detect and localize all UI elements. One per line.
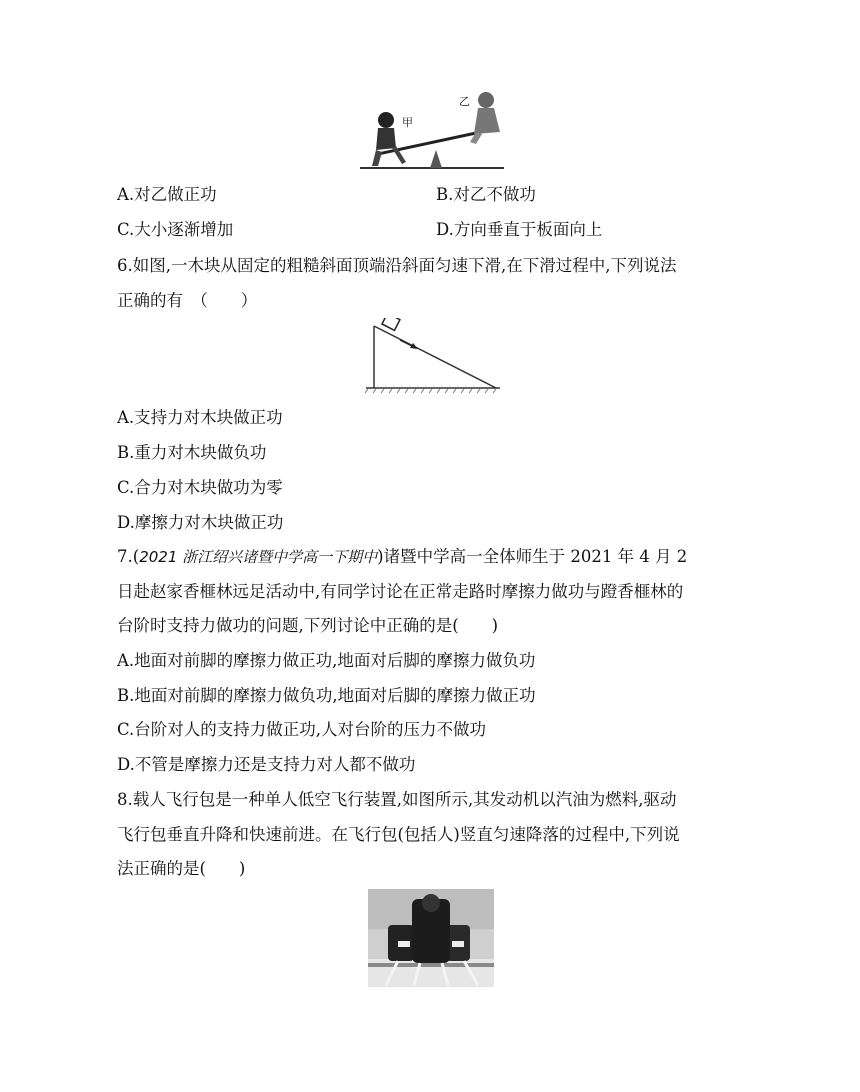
seesaw-label-yi: 乙 bbox=[459, 95, 470, 108]
q5-option-b: B.对乙不做功 bbox=[436, 185, 536, 204]
q5-option-c: C.大小逐渐增加 bbox=[117, 220, 234, 239]
q7-option-d: D.不管是摩擦力还是支持力对人都不做功 bbox=[117, 755, 416, 774]
q7-stem-line2: 日赴赵家香榧林远足活动中,有同学讨论在正常走路时摩擦力做功与蹬香榧林的 bbox=[117, 582, 684, 601]
q6-stem-line1: 6.如图,一木块从固定的粗糙斜面顶端沿斜面匀速下滑,在下滑过程中,下列说法 bbox=[117, 256, 677, 275]
q7-stem-line1 bbox=[117, 547, 687, 567]
q7-stem-line3: 台阶时支持力做功的问题,下列讨论中正确的是( ) bbox=[117, 616, 499, 635]
q7-stem-line1-rest: )诸暨中学高一全体师生于 2021 年 4 月 2 bbox=[377, 547, 688, 566]
q8-stem-line2: 飞行包垂直升降和快速前进。在飞行包(包括人)竖直匀速降落的过程中,下列说 bbox=[117, 825, 680, 844]
q6-option-c: C.合力对木块做功为零 bbox=[117, 478, 283, 497]
q7-option-c: C.台阶对人的支持力做正功,人对台阶的压力不做功 bbox=[117, 720, 487, 739]
q8-stem-line3: 法正确的是( ) bbox=[117, 859, 246, 878]
q5-option-a: A.对乙做正功 bbox=[117, 185, 217, 204]
seesaw-label-jia: 甲 bbox=[402, 116, 413, 129]
q6-option-b: B.重力对木块做负功 bbox=[117, 443, 267, 462]
seesaw-figure bbox=[358, 86, 506, 174]
q8-stem-line1: 8.载人飞行包是一种单人低空飞行装置,如图所示,其发动机以汽油为燃料,驱动 bbox=[117, 790, 677, 809]
q6-option-a: A.支持力对木块做正功 bbox=[117, 408, 283, 427]
q7-source: 2021 浙江绍兴诸暨中学高一下期中 bbox=[139, 548, 378, 566]
q7-option-b: B.地面对前脚的摩擦力做负功,地面对后脚的摩擦力做正功 bbox=[117, 686, 536, 705]
incline-figure bbox=[364, 318, 502, 396]
q5-option-d: D.方向垂直于板面向上 bbox=[436, 220, 603, 239]
q7-number: 7.( bbox=[117, 547, 140, 566]
q6-option-d: D.摩擦力对木块做正功 bbox=[117, 513, 284, 532]
q7-option-a: A.地面对前脚的摩擦力做正功,地面对后脚的摩擦力做负功 bbox=[117, 651, 536, 670]
jetpack-photo bbox=[368, 889, 494, 987]
q6-stem-line2: 正确的有 （ ） bbox=[117, 291, 258, 310]
